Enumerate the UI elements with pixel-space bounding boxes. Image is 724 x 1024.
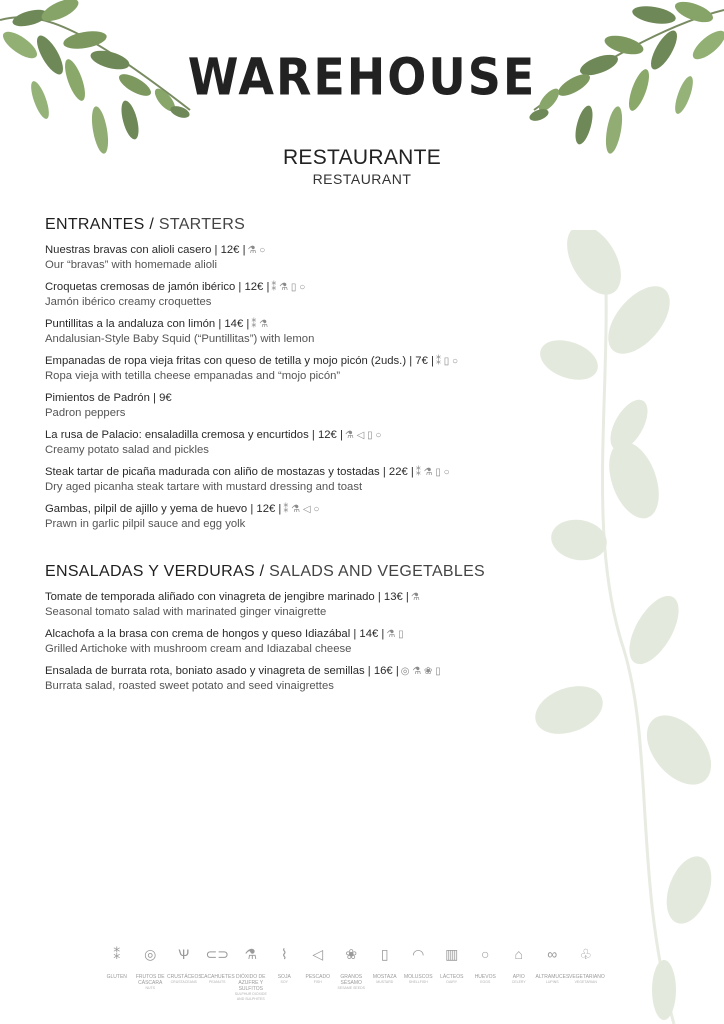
item-name-es: Pimientos de Padrón | 9€ (45, 392, 172, 404)
legend-item-fish (301, 944, 335, 1001)
legend-sublabel: CELERY (511, 980, 526, 984)
allergen-icons: ⚗ ◁ ▯ ○ (344, 430, 382, 441)
legend-sublabel: MUSTARD (376, 980, 394, 984)
allergen-icons: ◎ ⚗ ❀ ▯ (400, 666, 441, 677)
legend-label: MOLUSCOS (403, 974, 433, 980)
menu-item (45, 280, 574, 310)
legend-sublabel: SESAME SEEDS (337, 986, 365, 990)
legend-item-sulphites (234, 944, 268, 1001)
legend-item-celery (502, 944, 536, 1001)
item-name-es: Steak tartar de picaña madurada con aliño de mostazas y tostadas | 22€ | (45, 466, 414, 478)
section-title (45, 563, 574, 581)
item-name-en: Padron peppers (45, 407, 126, 419)
fish-icon: ◁ (312, 946, 324, 962)
legend-label: MOSTAZA (372, 974, 397, 980)
legend-label: VEGETARIANO (569, 974, 605, 980)
menu-item (45, 354, 574, 384)
item-name-es: Puntillitas a la andaluza con limón | 14€ | (45, 318, 250, 330)
item-name-en: Creamy potato salad and pickles (45, 444, 209, 456)
nut-icon: ◎ (144, 946, 157, 962)
legend-label: GLUTEN (106, 974, 127, 980)
item-name-es: Empanadas de ropa vieja fritas con queso de tetilla y mojo picón (2uds.) | 7€ | (45, 355, 434, 367)
brand-logo: WAREHOUSE (187, 47, 537, 107)
menu-item (45, 627, 574, 657)
legend-sublabel: EGGS (480, 980, 491, 984)
dairy-icon: ▥ (445, 946, 459, 962)
section-title-es: ENSALADAS Y VERDURAS / (45, 563, 265, 580)
item-name-es: Tomate de temporada aliñado con vinagreta de jengibre marinado | 13€ | (45, 591, 409, 603)
page-title: RESTAURANTE (282, 146, 442, 169)
item-name-es: Croquetas cremosas de jamón ibérico | 12€ | (45, 281, 270, 293)
section-title-en: SALADS AND VEGETABLES (269, 563, 486, 580)
menu-item (45, 317, 574, 347)
egg-icon: ○ (481, 946, 490, 962)
legend-label: ALTRAMUCES (535, 974, 570, 980)
menu-item (45, 502, 574, 532)
legend-label: FRUTOS DE CÁSCARA (135, 974, 165, 986)
allergen-icons: ⚗ (410, 592, 420, 603)
legend-label: SOJA (277, 974, 291, 980)
item-name-en: Seasonal tomato salad with marinated ginger vinaigrette (45, 606, 327, 618)
allergen-icons: ⁑ ▯ ○ (435, 356, 459, 367)
legend-sublabel: PEANUTS (208, 980, 226, 984)
crustacean-icon: Ѱ (178, 946, 190, 962)
item-name-en: Prawn in garlic pilpil sauce and egg yolk (45, 518, 246, 530)
menu-item (45, 391, 574, 421)
legend-sublabel: FISH (313, 980, 322, 984)
legend-sublabel: DAIRY (446, 980, 458, 984)
menu-item (45, 243, 574, 273)
menu-item (45, 428, 574, 458)
legend-item-sesame (335, 944, 369, 1001)
allergen-icons: ⚗ ▯ (386, 629, 404, 640)
legend-label: CRUSTÁCEOS (167, 974, 202, 980)
legend-sublabel: SHELLFISH (408, 980, 428, 984)
menu-item (45, 590, 574, 620)
allergen-icons: ⁑ ⚗ ▯ ○ (271, 282, 306, 293)
peanut-icon: ⊂⊃ (205, 946, 229, 962)
item-name-en: Ropa vieja with tetilla cheese empanadas and “mojo picón” (45, 370, 341, 382)
legend-label: PESCADO (305, 974, 330, 980)
item-name-es: Gambas, pilpil de ajillo y yema de huevo | 12€ | (45, 503, 282, 515)
page-subtitle: RESTAURANT (312, 171, 412, 187)
item-name-en: Our “bravas” with homemade alioli (45, 259, 218, 271)
legend-label: HUEVOS (474, 974, 496, 980)
item-name-es: Nuestras bravas con alioli casero | 12€ | (45, 244, 246, 256)
legend-item-vegetarian (569, 944, 603, 1001)
item-name-en: Jamón ibérico creamy croquettes (45, 296, 212, 308)
legend-item-eggs (469, 944, 503, 1001)
wheat-icon: ⁑ (113, 946, 121, 962)
legend-label: GRANOS SÉSAMO (340, 974, 363, 986)
legend-item-peanuts (201, 944, 235, 1001)
allergen-icons: ⁑ ⚗ ◁ ○ (283, 504, 320, 515)
legend-label: LÁCTEOS (440, 974, 464, 980)
flask-icon: ⚗ (244, 946, 258, 962)
menu-item (45, 465, 574, 495)
item-name-es: La rusa de Palacio: ensaladilla cremosa y encurtidos | 12€ | (45, 429, 343, 441)
item-name-en: Andalusian-Style Baby Squid (“Puntillitas”) with lemon (45, 333, 315, 345)
section-starters (45, 216, 574, 539)
legend-sublabel: SULPHUR DIOXIDE AND SULPHITES (234, 992, 267, 1001)
legend-item-molluscs (402, 944, 436, 1001)
legend-label: APIO (512, 974, 525, 980)
legend-label: DIÓXIDO DE AZUFRE Y SULFITOS (236, 974, 266, 992)
item-name-es: Ensalada de burrata rota, boniato asado y vinagreta de semillas | 16€ | (45, 665, 399, 677)
legend-sublabel: CRUSTACEANS (170, 980, 197, 984)
legend-item-gluten (100, 944, 134, 1001)
celery-icon: ⌂ (514, 946, 523, 962)
legend-sublabel: NUTS (145, 986, 156, 990)
legend-item-nuts (134, 944, 168, 1001)
legend-item-crustaceans (167, 944, 201, 1001)
legend-sublabel: SOY (280, 980, 288, 984)
allergen-legend (100, 944, 603, 1001)
item-name-es: Alcachofa a la brasa con crema de hongos y queso Idiazábal | 14€ | (45, 628, 385, 640)
sesame-icon: ❀ (345, 946, 358, 962)
allergen-icons: ⁑ ⚗ (251, 319, 269, 330)
lupin-icon: ∞ (547, 946, 558, 962)
menu-item (45, 664, 574, 694)
section-title-es: ENTRANTES / (45, 216, 155, 233)
section-title-en: STARTERS (158, 216, 246, 233)
legend-sublabel: VEGETARIAN (574, 980, 597, 984)
soy-icon: ⌇ (280, 946, 288, 962)
legend-label: CACAHUETES (200, 974, 235, 980)
legend-sublabel: LUPINS (545, 980, 559, 984)
item-name-en: Burrata salad, roasted sweet potato and seed vinaigrettes (45, 680, 334, 692)
item-name-en: Grilled Artichoke with mushroom cream and Idiazabal cheese (45, 643, 352, 655)
allergen-icons: ⚗ ○ (247, 245, 266, 256)
legend-item-dairy (435, 944, 469, 1001)
legend-item-lupins (536, 944, 570, 1001)
vegetarian-icon: ♧ (579, 946, 593, 962)
mustard-icon: ▯ (380, 946, 389, 962)
section-title (45, 216, 574, 234)
item-name-en: Dry aged picanha steak tartare with mustard dressing and toast (45, 481, 363, 493)
legend-item-mustard (368, 944, 402, 1001)
allergen-icons: ⁑ ⚗ ▯ ○ (415, 467, 450, 478)
section-salads (45, 563, 574, 701)
legend-item-soy (268, 944, 302, 1001)
mollusc-icon: ◠ (412, 946, 425, 962)
